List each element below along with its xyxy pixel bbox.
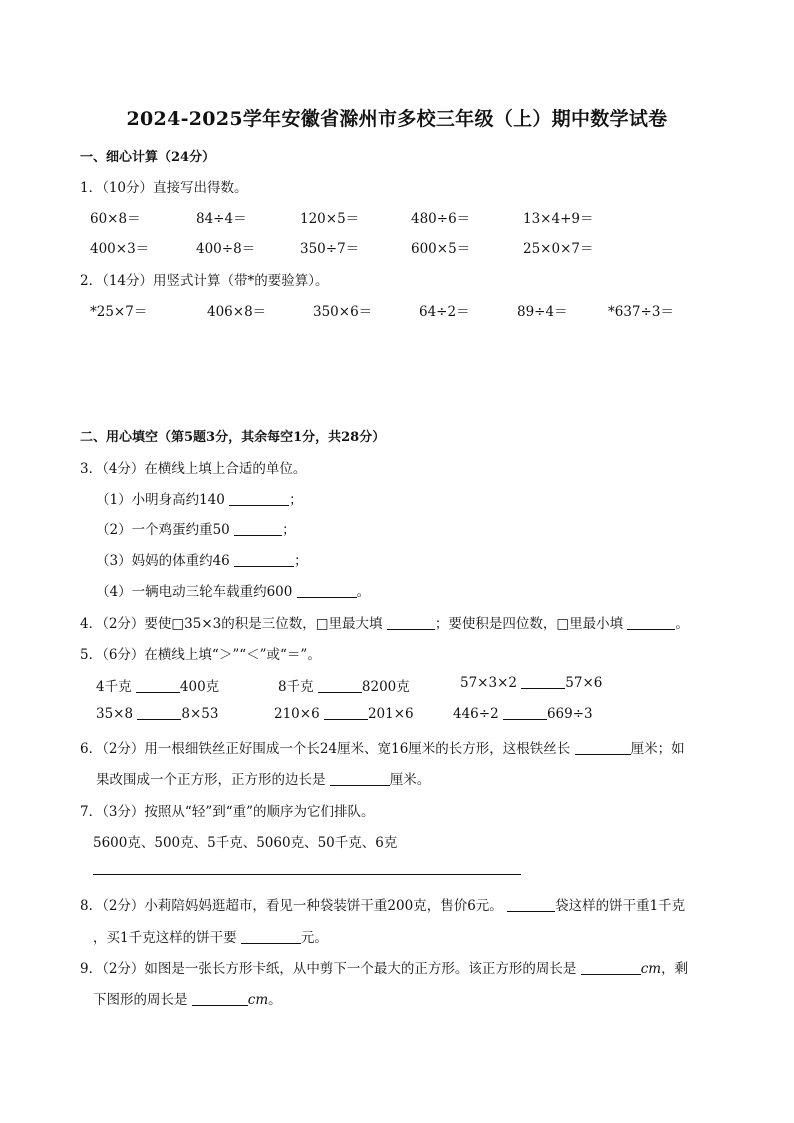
answer-blank[interactable] xyxy=(521,675,565,689)
answer-blank[interactable] xyxy=(229,492,289,506)
question-1-stem: 1．（10分）直接写出得数。 xyxy=(80,180,248,196)
q1-item: 25×0×7＝ xyxy=(523,241,594,257)
answer-blank[interactable] xyxy=(234,522,282,536)
q8-text: 元。 xyxy=(300,930,328,946)
section-2-heading: 二、用心填空（第5题3分，其余每空1分，共28分） xyxy=(80,430,386,445)
q9-unit: cm xyxy=(247,992,269,1008)
q5-left: 4千克 xyxy=(96,679,132,695)
q3-item-text: （2）一个鸡蛋约重50 xyxy=(96,522,230,538)
question-6-line-1 xyxy=(80,737,685,757)
question-7-stem: 7．（3分）按照从“轻”到“重”的顺序为它们排队。 xyxy=(80,804,375,820)
question-9-line-2 xyxy=(93,988,282,1008)
answer-blank[interactable] xyxy=(627,616,675,630)
answer-blank[interactable] xyxy=(330,772,390,786)
q5-right: 669÷3 xyxy=(546,706,593,722)
q5-left: 210×6 xyxy=(274,706,320,722)
q3-item-4 xyxy=(96,580,370,600)
q1-item: 400×3＝ xyxy=(90,241,150,257)
answer-blank[interactable] xyxy=(581,961,641,975)
q9-text: 下图形的周长是 xyxy=(93,992,188,1008)
q5-compare xyxy=(278,675,410,695)
q5-left: 8千克 xyxy=(278,679,314,695)
q9-text: 。 xyxy=(268,992,282,1008)
q8-text: 8．（2分）小莉陪妈妈逛超市，看见一种袋装饼干重200克，售价6元。 xyxy=(80,898,503,914)
q5-right: 8×53 xyxy=(181,706,219,722)
q6-text: 6．（2分）用一根细铁丝正好围成一个长24厘米、宽16厘米的长方形，这根铁丝长 xyxy=(80,741,571,757)
question-3-stem: 3．（4分）在横线上填上合适的单位。 xyxy=(80,461,307,477)
question-9-line-1 xyxy=(80,957,688,977)
question-5-stem: 5．（6分）在横线上填“＞”“＜”或“＝”。 xyxy=(80,647,321,663)
answer-blank[interactable] xyxy=(241,930,301,944)
q5-compare xyxy=(96,675,219,695)
q1-item: 84÷4＝ xyxy=(196,211,247,227)
q2-item: *637÷3＝ xyxy=(608,304,674,320)
q1-item: 13×4+9＝ xyxy=(523,211,594,227)
answer-blank[interactable] xyxy=(234,553,294,567)
answer-blank[interactable] xyxy=(324,706,368,720)
answer-blank[interactable] xyxy=(137,706,181,720)
q1-item: 120×5＝ xyxy=(300,211,360,227)
q5-compare xyxy=(96,706,218,722)
answer-blank[interactable] xyxy=(387,616,435,630)
q5-compare xyxy=(453,706,593,722)
q3-item-1 xyxy=(96,488,303,508)
question-8-line-1 xyxy=(80,894,685,914)
q3-item-3 xyxy=(96,549,308,569)
q3-item-end: ； xyxy=(289,492,303,508)
q6-text: 厘米；如 xyxy=(630,741,685,757)
q5-left: 446÷2 xyxy=(453,706,499,722)
q7-answer-line[interactable] xyxy=(93,874,521,875)
question-2-stem: 2．（14分）用竖式计算（带*的要验算）。 xyxy=(80,273,329,289)
q7-items: 5600克、500克、5千克、5060克、50千克、6克 xyxy=(93,835,398,851)
q8-text: 袋这样的饼干重1千克 xyxy=(555,898,686,914)
q2-item: *25×7＝ xyxy=(90,304,148,320)
q5-right: 400克 xyxy=(179,679,220,695)
q3-item-2 xyxy=(96,518,296,538)
q2-item: 89÷4＝ xyxy=(517,304,568,320)
answer-blank[interactable] xyxy=(507,898,555,912)
page-title: 2024-2025学年安徽省滁州市多校三年级（上）期中数学试卷 xyxy=(126,108,668,130)
answer-blank[interactable] xyxy=(575,741,631,755)
q3-item-text: （4）一辆电动三轮车载重约600 xyxy=(96,584,293,600)
answer-blank[interactable] xyxy=(318,679,362,693)
q1-item: 400÷8＝ xyxy=(196,241,256,257)
q9-text: ，剩 xyxy=(661,961,689,977)
q3-item-text: （3）妈妈的体重约46 xyxy=(96,553,230,569)
q6-text: 果改围成一个正方形，正方形的边长是 xyxy=(96,772,326,788)
q3-item-text: （1）小明身高约140 xyxy=(96,492,225,508)
section-1-heading: 一、细心计算（24分） xyxy=(80,150,216,165)
q9-unit: cm xyxy=(640,961,662,977)
q5-right: 201×6 xyxy=(367,706,414,722)
q1-item: 60×8＝ xyxy=(90,211,141,227)
q5-right: 57×6 xyxy=(565,675,603,691)
q1-item: 480÷6＝ xyxy=(411,211,471,227)
q2-item: 350×6＝ xyxy=(313,304,373,320)
q1-item: 350÷7＝ xyxy=(300,241,360,257)
q2-item: 64÷2＝ xyxy=(419,304,470,320)
answer-blank[interactable] xyxy=(136,679,180,693)
q4-text-3: 。 xyxy=(675,616,689,632)
q2-item: 406×8＝ xyxy=(207,304,267,320)
q3-item-end: ； xyxy=(282,522,296,538)
question-4 xyxy=(80,612,689,632)
q3-item-end: ； xyxy=(294,553,308,569)
q3-item-end: 。 xyxy=(356,584,371,600)
question-6-line-2 xyxy=(96,768,430,788)
q6-text: 厘米。 xyxy=(389,772,431,788)
answer-blank[interactable] xyxy=(192,992,248,1006)
q4-text-2: ；要使积是四位数，□里最小填 xyxy=(434,616,624,632)
q8-text: ，买1千克这样的饼干要 xyxy=(93,930,237,946)
q5-compare xyxy=(460,675,602,691)
q5-compare xyxy=(274,706,414,722)
q1-item: 600×5＝ xyxy=(411,241,471,257)
answer-blank[interactable] xyxy=(503,706,547,720)
q5-left: 35×8 xyxy=(96,706,134,722)
q5-right: 8200克 xyxy=(361,679,410,695)
q5-left: 57×3×2 xyxy=(460,675,517,691)
answer-blank[interactable] xyxy=(297,584,357,598)
q9-text: 9．（2分）如图是一张长方形卡纸，从中剪下一个最大的正方形。该正方形的周长是 xyxy=(80,961,577,977)
question-8-line-2 xyxy=(93,926,328,946)
q4-text-1: 4．（2分）要使□35×3的积是三位数，□里最大填 xyxy=(80,616,383,632)
